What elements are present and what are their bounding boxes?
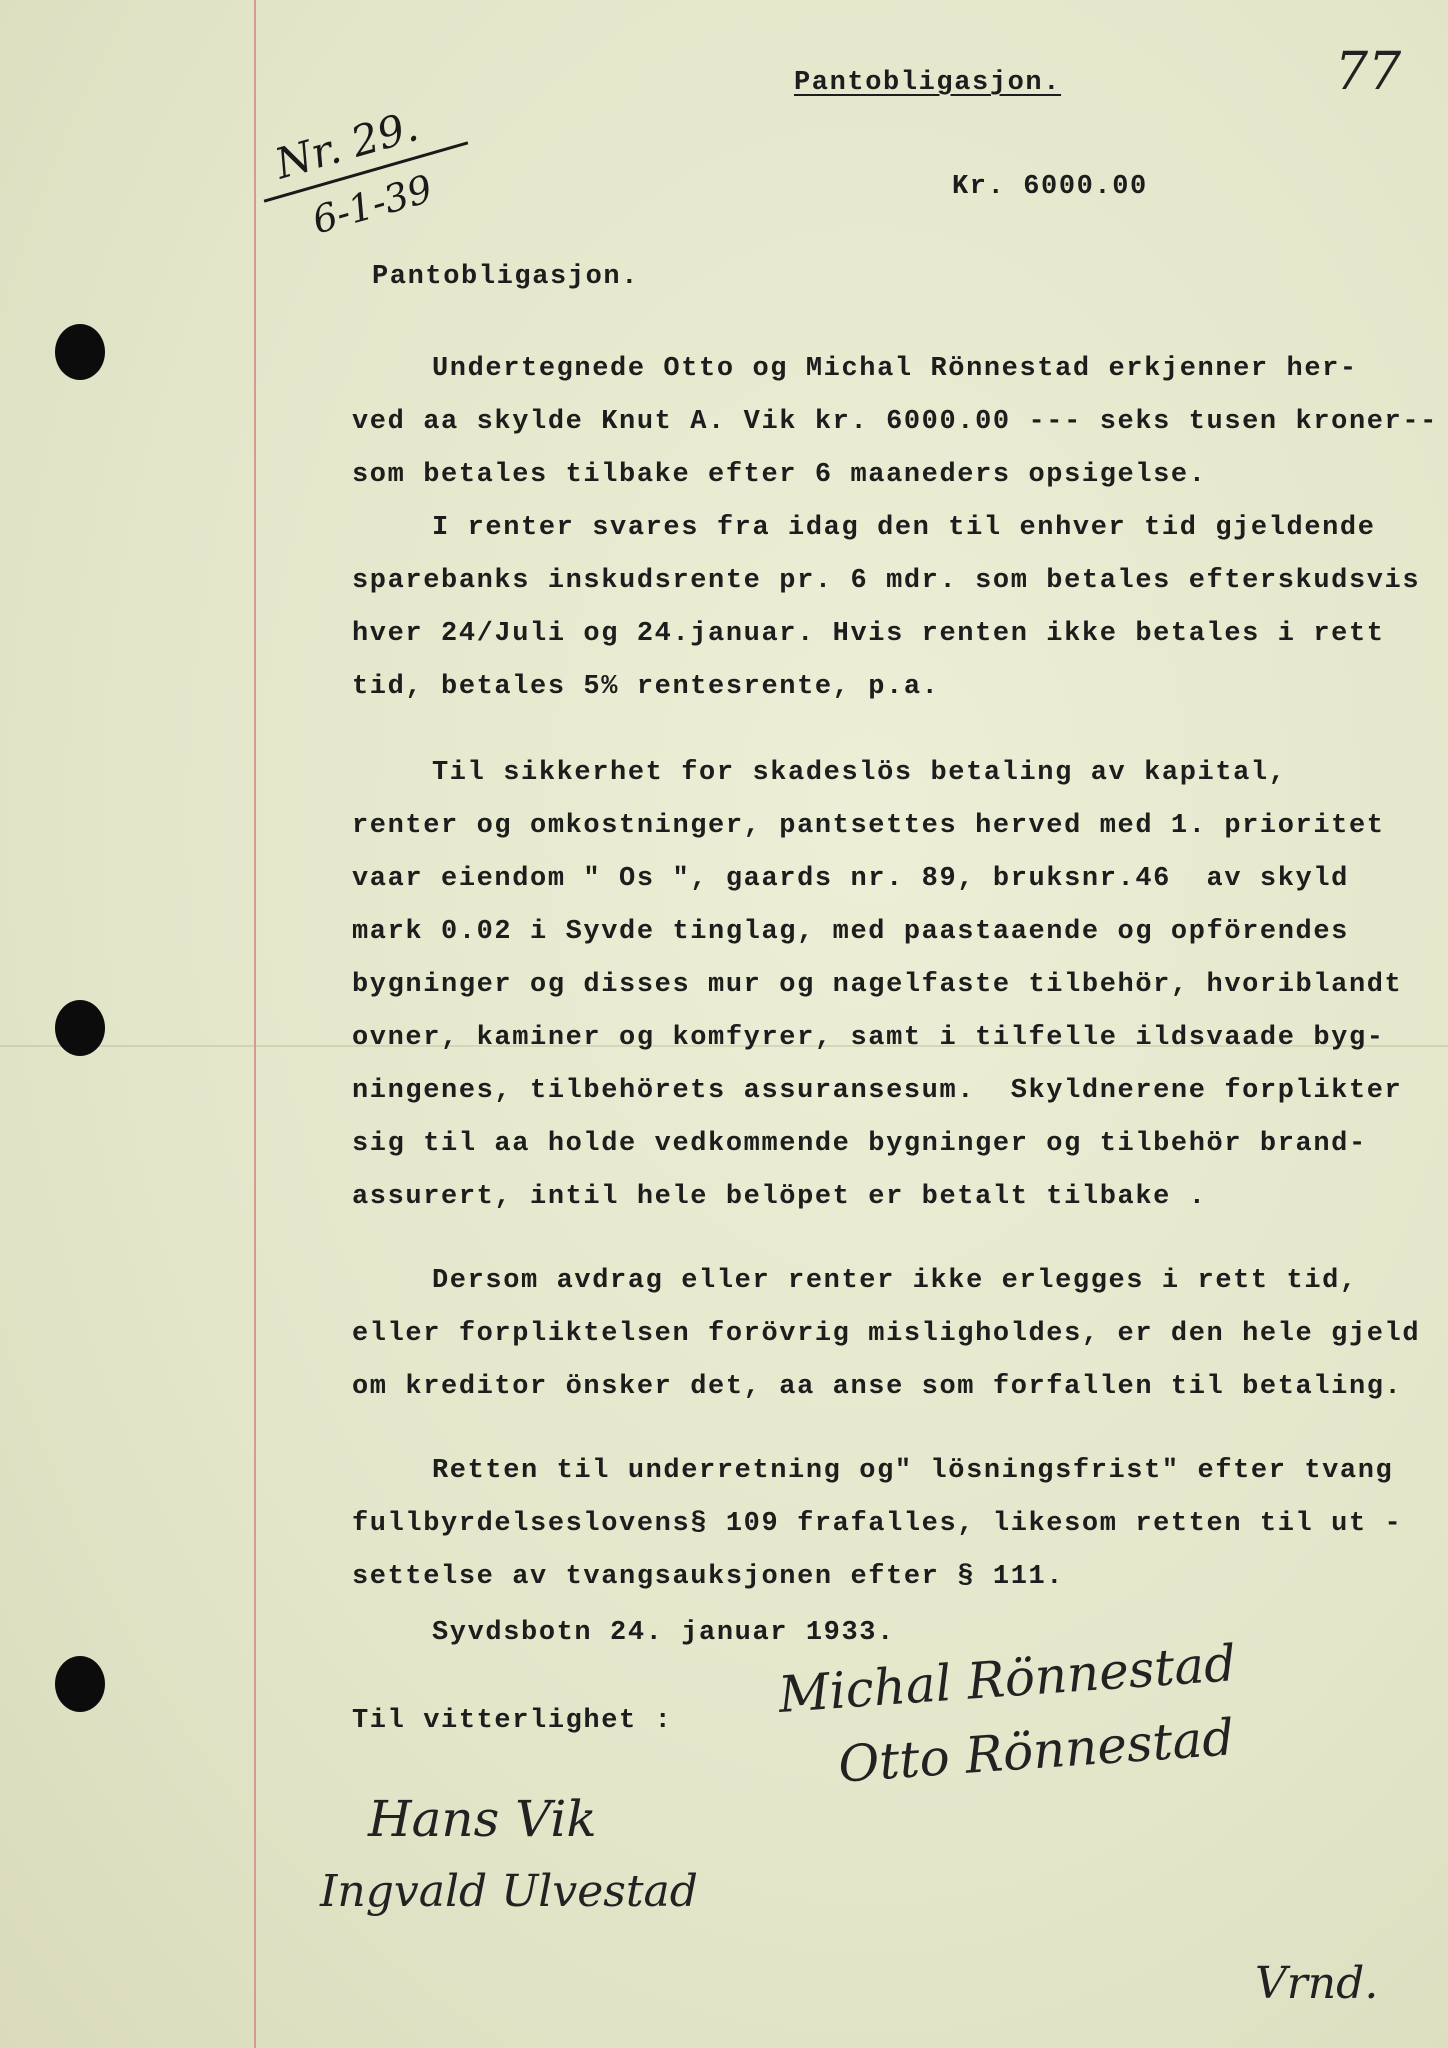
body-line: settelse av tvangsauksjonen efter § 111. — [352, 1562, 1065, 1592]
body-line: om kreditor önsker det, aa anse som forfallen til betaling. — [352, 1372, 1403, 1402]
signature-witness-hans: Hans Vik — [368, 1790, 597, 1848]
body-line: Undertegnede Otto og Michal Rönnestad erkjenner her- — [432, 354, 1358, 384]
body-line: hver 24/Juli og 24.januar. Hvis renten ikke betales i rett — [352, 619, 1385, 649]
body-line: som betales tilbake efter 6 maaneders opsigelse. — [352, 460, 1207, 490]
body-line: I renter svares fra idag den til enhver tid gjeldende — [432, 513, 1376, 543]
amount-header: Kr. 6000.00 — [952, 172, 1148, 202]
signature-otto: Otto Rönnestad — [836, 1708, 1237, 1794]
body-line: vaar eiendom " Os ", gaards nr. 89, bruksnr.46 av skyld — [352, 864, 1349, 894]
body-line: Til sikkerhet for skadeslös betaling av kapital, — [432, 758, 1287, 788]
body-line: Retten til underretning og" lösningsfrist" efter tvang — [432, 1456, 1394, 1486]
body-line: bygninger og disses mur og nagelfaste tilbehör, hvoriblandt — [352, 970, 1403, 1000]
body-line: fullbyrdelseslovens§ 109 frafalles, likesom retten til ut - — [352, 1509, 1403, 1539]
body-heading: Pantobligasjon. — [372, 262, 640, 292]
body-line: sig til aa holde vedkommende bygninger og tilbehör brand- — [352, 1129, 1367, 1159]
body-line: sparebanks inskudsrente pr. 6 mdr. som betales efterskudsvis — [352, 566, 1421, 596]
red-margin-line — [254, 0, 256, 2048]
signature-witness-ingvald: Ingvald Ulvestad — [320, 1866, 698, 1917]
body-line: ovner, kaminer og komfyrer, samt i tilfelle ildsvaade byg- — [352, 1023, 1385, 1053]
body-line: ved aa skylde Knut A. Vik kr. 6000.00 --- seks tusen kroner-- — [352, 407, 1438, 437]
punch-hole-bottom — [55, 1656, 105, 1712]
clerk-initials: Vrnd. — [1255, 1958, 1379, 2009]
punch-hole-middle — [55, 1000, 105, 1056]
body-line: ningenes, tilbehörets assuransesum. Skyldnerene forplikter — [352, 1076, 1403, 1106]
body-line: eller forpliktelsen forövrig misligholdes, er den hele gjeld — [352, 1319, 1421, 1349]
place-date: Syvdsbotn 24. januar 1933. — [432, 1618, 895, 1648]
header-title: Pantobligasjon. — [794, 68, 1062, 98]
page-number: 77 — [1335, 42, 1402, 102]
signature-michal: Michal Rönnestad — [776, 1634, 1238, 1724]
annotation-date: 6-1-39 — [307, 166, 438, 243]
body-line: mark 0.02 i Syvde tinglag, med paastaaende og opförendes — [352, 917, 1349, 947]
body-line: tid, betales 5% rentesrente, p.a. — [352, 672, 940, 702]
witness-label: Til vitterlighet : — [352, 1706, 673, 1736]
punch-hole-top — [55, 324, 105, 380]
body-line: Dersom avdrag eller renter ikke erlegges i rett tid, — [432, 1266, 1358, 1296]
body-line: renter og omkostninger, pantsettes herved med 1. prioritet — [352, 811, 1385, 841]
body-line: assurert, intil hele belöpet er betalt tilbake . — [352, 1182, 1207, 1212]
registration-annotation — [250, 80, 480, 250]
annotation-number: Nr. 29. — [269, 101, 424, 189]
